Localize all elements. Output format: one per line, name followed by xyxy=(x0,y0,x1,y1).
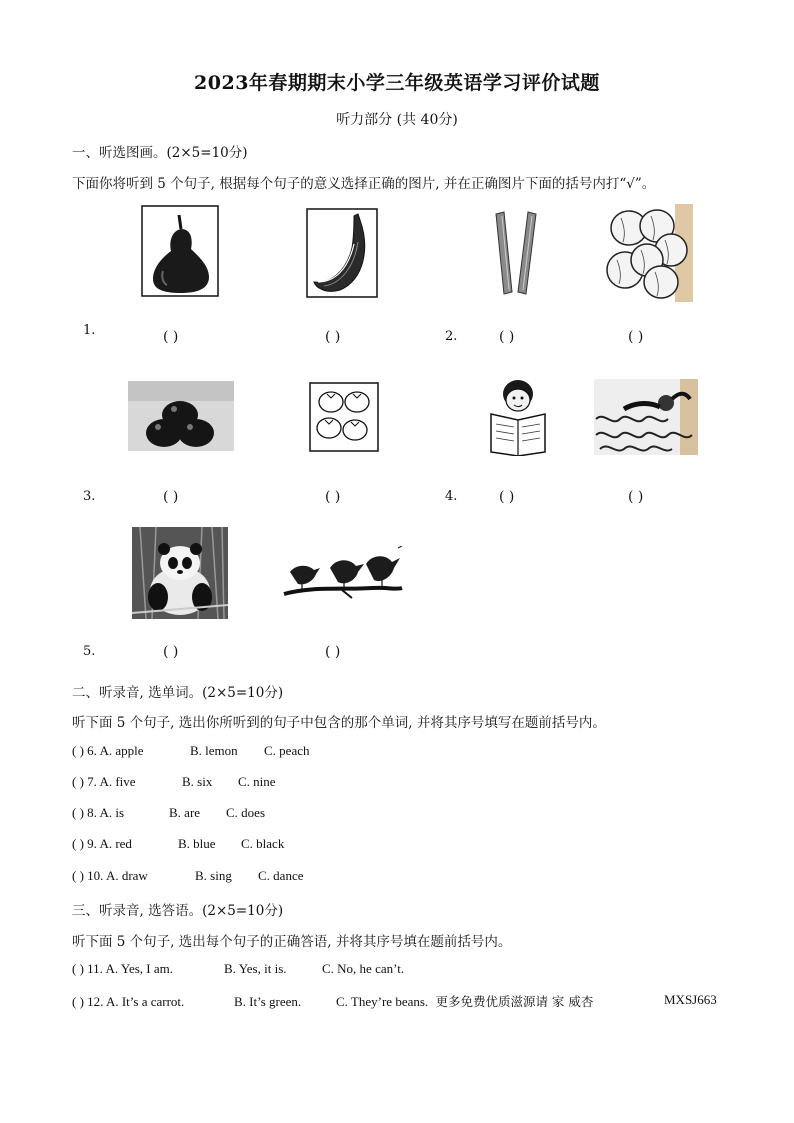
question-10-option-b[interactable]: B. sing xyxy=(195,868,232,883)
question-12-option-a[interactable]: ( ) 12. A. It’s a carrot. xyxy=(72,994,185,1009)
question-9-option-b[interactable]: B. blue xyxy=(178,836,216,851)
tomatoes-photo xyxy=(128,381,234,451)
question-8-option-c[interactable]: C. does xyxy=(226,805,265,820)
question-3-number: 3. xyxy=(83,489,96,504)
answer-bracket-1a[interactable]: ( ) xyxy=(163,329,179,345)
page-subtitle: 听力部分 (共 40分) xyxy=(336,112,458,128)
question-11-option-b[interactable]: B. Yes, it is. xyxy=(224,961,287,976)
question-8-row xyxy=(72,805,265,821)
boy-reading-picture xyxy=(487,376,549,456)
question-10-row xyxy=(72,868,303,884)
question-6-option-b[interactable]: B. lemon xyxy=(190,743,238,758)
answer-bracket-2a[interactable]: ( ) xyxy=(499,329,515,345)
question-9-row xyxy=(72,836,284,852)
question-8-option-a[interactable]: ( ) 8. A. is xyxy=(72,805,124,820)
section3-instruction: 听下面 5 个句子, 选出每个句子的正确答语, 并将其序号填在题前括号内。 xyxy=(72,934,512,950)
onions-picture xyxy=(603,204,693,302)
question-7-row xyxy=(72,774,276,790)
answer-bracket-4a[interactable]: ( ) xyxy=(499,489,515,505)
question-9-option-a[interactable]: ( ) 9. A. red xyxy=(72,836,132,851)
section2-heading: 二、听录音, 选单词。(2×5=10分) xyxy=(72,685,284,701)
pear-picture xyxy=(141,205,219,297)
question-11-row xyxy=(72,961,404,977)
question-10-option-a[interactable]: ( ) 10. A. draw xyxy=(72,868,148,883)
question-7-option-c[interactable]: C. nine xyxy=(238,774,276,789)
question-6-option-a[interactable]: ( ) 6. A. apple xyxy=(72,743,144,758)
question-11-option-c[interactable]: C. No, he can’t. xyxy=(322,961,405,976)
crows-picture xyxy=(282,546,404,600)
question-11-option-a[interactable]: ( ) 11. A. Yes, I am. xyxy=(72,961,173,976)
answer-bracket-5b[interactable]: ( ) xyxy=(325,644,341,660)
question-6-option-c[interactable]: C. peach xyxy=(264,743,310,758)
question-4-number: 4. xyxy=(445,489,458,504)
answer-bracket-3b[interactable]: ( ) xyxy=(325,489,341,505)
section1-instruction: 下面你将听到 5 个句子, 根据每个句子的意义选择正确的图片, 并在正确图片下面的括号内打“√”。 xyxy=(72,176,656,192)
question-12-option-b[interactable]: B. It’s green. xyxy=(234,994,302,1009)
question-2-number: 2. xyxy=(445,329,458,344)
document-code: MXSJ663 xyxy=(664,992,717,1007)
answer-bracket-1b[interactable]: ( ) xyxy=(325,329,341,345)
panda-photo xyxy=(132,527,228,619)
question-5-number: 5. xyxy=(83,644,96,659)
section2-instruction: 听下面 5 个句子, 选出你所听到的句子中包含的那个单词, 并将其序号填写在题前括号内。 xyxy=(72,715,606,731)
promo-text: 更多免费优质滋源请 家 威杏 xyxy=(435,994,594,1009)
question-10-option-c[interactable]: C. dance xyxy=(258,868,304,883)
question-1-number: 1. xyxy=(83,323,96,338)
answer-bracket-4b[interactable]: ( ) xyxy=(628,489,644,505)
section3-heading: 三、听录音, 选答语。(2×5=10分) xyxy=(72,903,284,919)
tomatoes-drawing xyxy=(309,382,379,452)
section1-heading: 一、听选图画。(2×5=10分) xyxy=(72,145,248,161)
question-12-option-c[interactable]: C. They’re beans. xyxy=(336,994,429,1009)
banana-picture xyxy=(306,208,378,298)
question-7-option-a[interactable]: ( ) 7. A. five xyxy=(72,774,136,789)
question-6-row xyxy=(72,743,309,759)
answer-bracket-2b[interactable]: ( ) xyxy=(628,329,644,345)
question-12-row xyxy=(72,992,593,1010)
question-8-option-b[interactable]: B. are xyxy=(169,805,201,820)
answer-bracket-5a[interactable]: ( ) xyxy=(163,644,179,660)
rulers-picture xyxy=(492,210,542,296)
swimming-picture xyxy=(594,379,698,455)
answer-bracket-3a[interactable]: ( ) xyxy=(163,489,179,505)
question-7-option-b[interactable]: B. six xyxy=(182,774,213,789)
page-title: 2023年春期期末小学三年级英语学习评价试题 xyxy=(194,72,600,94)
question-9-option-c[interactable]: C. black xyxy=(241,836,285,851)
